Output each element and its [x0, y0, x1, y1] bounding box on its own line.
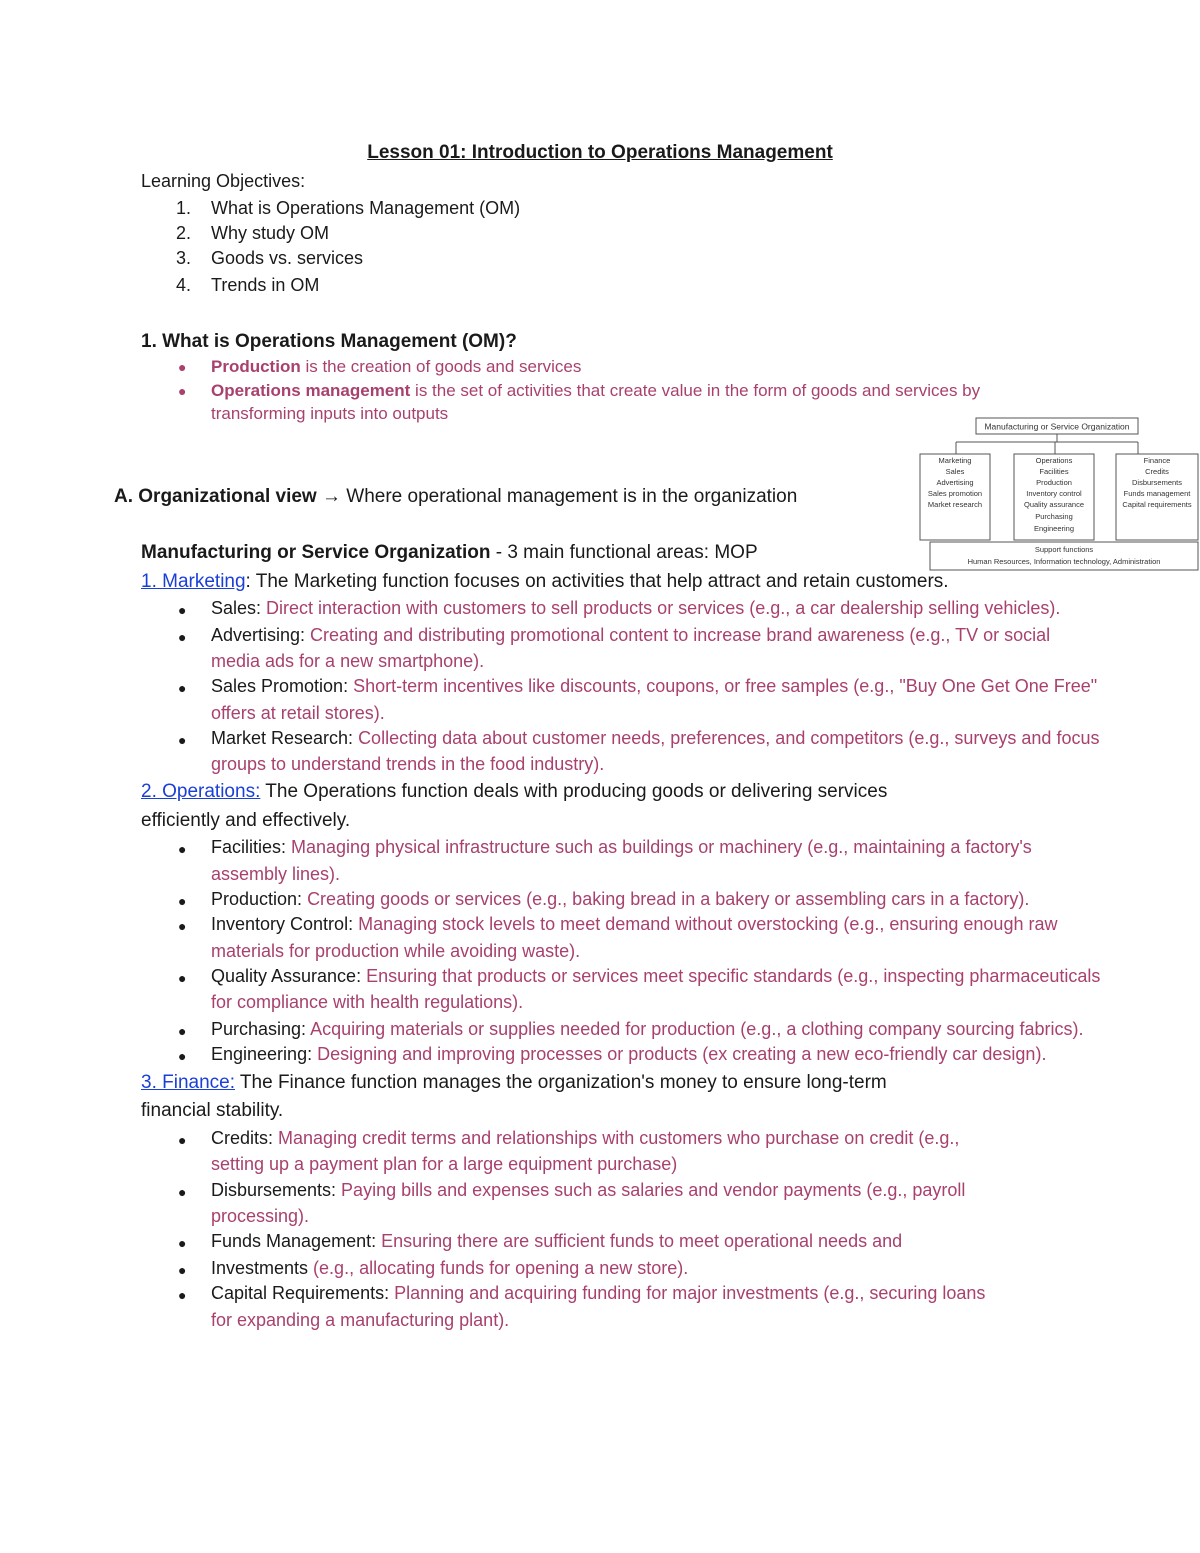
item-label: Inventory Control:	[211, 914, 359, 934]
bullet-icon: ●	[178, 680, 187, 696]
org-marketing-item: Advertising	[936, 478, 974, 487]
bullet-icon: ●	[178, 629, 187, 645]
item-desc-cont: media ads for a new smartphone).	[211, 651, 485, 671]
definition-text: transforming inputs into outputs	[211, 404, 449, 423]
item-desc: Creating goods or services (e.g., baking bread in a bakery or assembling cars in a factory).	[307, 889, 1030, 909]
list-item	[211, 676, 1097, 697]
item-desc: Managing credit terms and relationships with customers who purchase on credit (e.g.,	[278, 1128, 960, 1148]
list-item	[211, 1258, 688, 1279]
item-desc: Managing physical infrastructure such as buildings or machinery (e.g., maintaining a factory's	[291, 837, 1032, 857]
item-desc: Collecting data about customer needs, preferences, and competitors (e.g., surveys and focus	[358, 728, 1100, 748]
definition-term: Production	[211, 357, 301, 376]
bullet-icon: ●	[178, 1262, 187, 1278]
bullet-icon: ●	[178, 1132, 187, 1148]
item-desc-cont: offers at retail stores).	[211, 703, 385, 723]
list-item	[211, 889, 1029, 910]
list-item	[211, 728, 1099, 749]
section-a-text: Where operational management is in the organization	[346, 486, 798, 507]
item-label: Engineering:	[211, 1044, 318, 1064]
org-support-title: Support functions	[1034, 545, 1094, 554]
item-desc: (e.g., allocating funds for opening a new store).	[313, 1258, 689, 1278]
item-label: Investments	[211, 1258, 314, 1278]
objective-number: 3.	[176, 248, 192, 268]
bullet-icon: ●	[178, 1184, 187, 1200]
org-operations-item: Inventory control	[1026, 489, 1082, 498]
bullet-icon: ●	[178, 359, 187, 375]
list-item	[211, 1180, 965, 1201]
list-item	[211, 1019, 1083, 1040]
bullet-icon: ●	[178, 383, 187, 399]
section-a-heading	[114, 486, 797, 508]
bullet-icon: ●	[178, 893, 187, 909]
definition-production	[211, 357, 581, 377]
org-operations-item: Engineering	[1033, 524, 1075, 533]
item-desc-cont: for compliance with health regulations).	[211, 992, 524, 1012]
list-item	[211, 837, 1032, 858]
item-desc: Planning and acquiring funding for major investments (e.g., securing loans	[394, 1283, 986, 1303]
item-desc: Ensuring there are sufficient funds to meet operational needs and	[381, 1231, 903, 1251]
operations-desc: The Operations function deals with producing goods or delivering services	[260, 781, 888, 802]
list-item	[211, 966, 1100, 987]
bullet-icon: ●	[178, 1048, 187, 1064]
bullet-icon: ●	[178, 1023, 187, 1039]
item-desc-cont: setting up a payment plan for a large equipment purchase)	[211, 1154, 678, 1174]
org-marketing-item: Sales	[945, 467, 965, 476]
section1-heading: 1. What is Operations Management (OM)?	[141, 331, 517, 352]
marketing-heading	[141, 571, 949, 593]
org-marketing-title: Marketing	[938, 456, 972, 465]
org-support-items: Human Resources, Information technology, Administration	[967, 557, 1161, 566]
item-desc: Short-term incentives like discounts, coupons, or free samples (e.g., "Buy One Get One Free"	[353, 676, 1098, 696]
mop-bold: Manufacturing or Service Organization	[141, 542, 491, 563]
list-item	[211, 1231, 902, 1252]
objectives-heading: Learning Objectives:	[141, 171, 306, 191]
list-item	[211, 625, 1050, 646]
item-label: Advertising:	[211, 625, 311, 645]
org-marketing-item: Sales promotion	[927, 489, 983, 498]
item-desc-cont: processing).	[211, 1206, 310, 1226]
bullet-icon: ●	[178, 1287, 187, 1303]
item-desc: Ensuring that products or services meet specific standards (e.g., inspecting pharmaceuticals	[366, 966, 1101, 986]
item-label: Purchasing:	[211, 1019, 311, 1039]
item-label: Facilities:	[211, 837, 292, 857]
objective-item: Goods vs. services	[211, 248, 364, 268]
item-label: Production:	[211, 889, 308, 909]
mop-text: - 3 main functional areas: MOP	[490, 542, 758, 563]
bullet-icon: ●	[178, 732, 187, 748]
mop-heading	[141, 542, 758, 564]
bullet-icon: ●	[178, 602, 187, 618]
list-item	[211, 598, 1060, 619]
objective-item: Trends in OM	[211, 275, 320, 295]
objective-number: 2.	[176, 223, 192, 243]
finance-heading	[141, 1072, 887, 1094]
org-finance-title: Finance	[1143, 456, 1171, 465]
org-operations-title: Operations	[1035, 456, 1073, 465]
org-operations-item: Quality assurance	[1023, 500, 1085, 509]
objective-item: Why study OM	[211, 223, 330, 243]
definition-term: Operations management	[211, 381, 411, 400]
list-item	[211, 1128, 959, 1149]
bullet-icon: ●	[178, 970, 187, 986]
operations-desc-cont: efficiently and effectively.	[141, 810, 351, 831]
item-desc: Acquiring materials or supplies needed for production (e.g., a clothing company sourcing fabrics).	[310, 1019, 1084, 1039]
item-desc: Paying bills and expenses such as salaries and vendor payments (e.g., payroll	[341, 1180, 966, 1200]
item-desc-cont: materials for production while avoiding waste).	[211, 941, 581, 961]
item-desc: Creating and distributing promotional content to increase brand awareness (e.g., TV or social	[310, 625, 1051, 645]
objective-number: 1.	[176, 198, 192, 218]
item-desc: Direct interaction with customers to sell products or services (e.g., a car dealership selling vehicles).	[266, 598, 1061, 618]
org-marketing-item: Market research	[927, 500, 983, 509]
org-chart-image	[918, 416, 1200, 574]
org-top-label: Manufacturing or Service Organization	[984, 421, 1130, 432]
list-item	[211, 1283, 985, 1304]
item-desc-cont: groups to understand trends in the food industry).	[211, 754, 605, 774]
org-finance-item: Funds management	[1123, 489, 1191, 498]
org-operations-item: Facilities	[1039, 467, 1069, 476]
marketing-link[interactable]: 1. Marketing	[141, 571, 246, 592]
item-label: Sales Promotion:	[211, 676, 354, 696]
finance-desc: The Finance function manages the organization's money to ensure long-term	[235, 1072, 887, 1093]
item-label: Capital Requirements:	[211, 1283, 395, 1303]
org-operations-item: Production	[1036, 478, 1072, 487]
finance-link[interactable]: 3. Finance:	[141, 1072, 235, 1093]
item-label: Funds Management:	[211, 1231, 382, 1251]
section-a-label: A. Organizational view	[114, 486, 317, 507]
org-finance-item: Disbursements	[1131, 478, 1183, 487]
marketing-desc: : The Marketing function focuses on activities that help attract and retain customers.	[245, 571, 949, 592]
definition-text: is the creation of goods and services	[300, 357, 582, 376]
list-item	[211, 1044, 1046, 1065]
definition-text: is the set of activities that create value in the form of goods and services by	[410, 381, 981, 400]
page-title: Lesson 01: Introduction to Operations Management	[367, 142, 833, 163]
item-label: Market Research:	[211, 728, 359, 748]
list-item	[211, 914, 1057, 935]
finance-desc-cont: financial stability.	[141, 1100, 284, 1121]
item-label: Disbursements:	[211, 1180, 342, 1200]
item-label: Quality Assurance:	[211, 966, 367, 986]
operations-heading	[141, 781, 887, 803]
objective-number: 4.	[176, 275, 192, 295]
org-finance-item: Credits	[1145, 467, 1169, 476]
bullet-icon: ●	[178, 841, 187, 857]
item-desc: Managing stock levels to meet demand without overstocking (e.g., ensuring enough raw	[358, 914, 1058, 934]
objective-item: What is Operations Management (OM)	[211, 198, 521, 218]
org-operations-item: Purchasing	[1035, 512, 1073, 521]
bullet-icon: ●	[178, 918, 187, 934]
arrow-icon: →	[316, 486, 347, 507]
item-label: Credits:	[211, 1128, 279, 1148]
item-desc-cont: for expanding a manufacturing plant).	[211, 1310, 510, 1330]
bullet-icon: ●	[178, 1235, 187, 1251]
definition-om	[211, 381, 980, 401]
item-desc: Designing and improving processes or products (ex creating a new eco-friendly car design).	[317, 1044, 1047, 1064]
org-finance-item: Capital requirements	[1122, 500, 1192, 509]
item-label: Sales:	[211, 598, 267, 618]
operations-link[interactable]: 2. Operations:	[141, 781, 261, 802]
item-desc-cont: assembly lines).	[211, 864, 341, 884]
